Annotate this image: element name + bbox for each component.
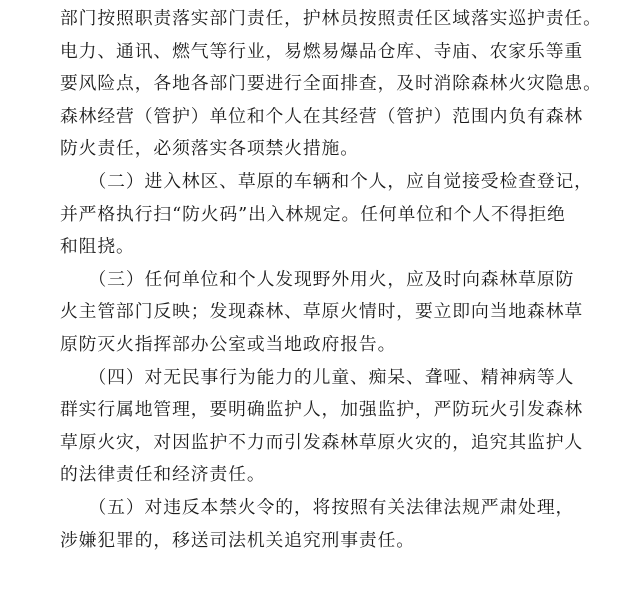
text-line: 电力、通讯、燃气等行业，易燃易爆品仓库、寺庙、农家乐等重 [60,40,584,62]
document-body [60,0,602,557]
text-line: 和阻挠。 [60,236,135,258]
text-line: 并严格执行扫“防火码”出入林规定。任何单位和个人不得拒绝 [60,203,566,225]
text-line: （二）进入林区、草原的车辆和个人，应自觉接受检查登记， [60,170,593,192]
text-line: 要风险点，各地各部门要进行全面排查，及时消除森林火灾隐患。 [60,73,602,95]
text-line: 防火责任，必须落实各项禁火措施。 [60,138,359,160]
text-line: 森林经营（管护）单位和个人在其经营（管护）范围内负有森林 [60,105,584,127]
text-line: 火主管部门反映；发现森林、草原火情时，要立即向当地森林草 [60,301,584,323]
text-line: 群实行属地管理，要明确监护人，加强监护，严防玩火引发森林 [60,399,584,421]
text-line: 的法律责任和经济责任。 [60,464,266,486]
text-line: 涉嫌犯罪的，移送司法机关追究刑事责任。 [60,529,415,551]
text-line: 草原火灾，对因监护不力而引发森林草原火灾的，追究其监护人 [60,431,584,453]
text-line: 部门按照职责落实部门责任，护林员按照责任区域落实巡护责任。 [60,8,602,29]
text-line: （五）对违反本禁火令的，将按照有关法律法规严肃处理， [60,496,575,518]
text-line: （四）对无民事行为能力的儿童、痴呆、聋哑、精神病等人 [60,366,575,388]
text-line: （三）任何单位和个人发现野外用火，应及时向森林草原防 [60,268,575,290]
text-line: 原防灭火指挥部办公室或当地政府报告。 [60,333,397,355]
